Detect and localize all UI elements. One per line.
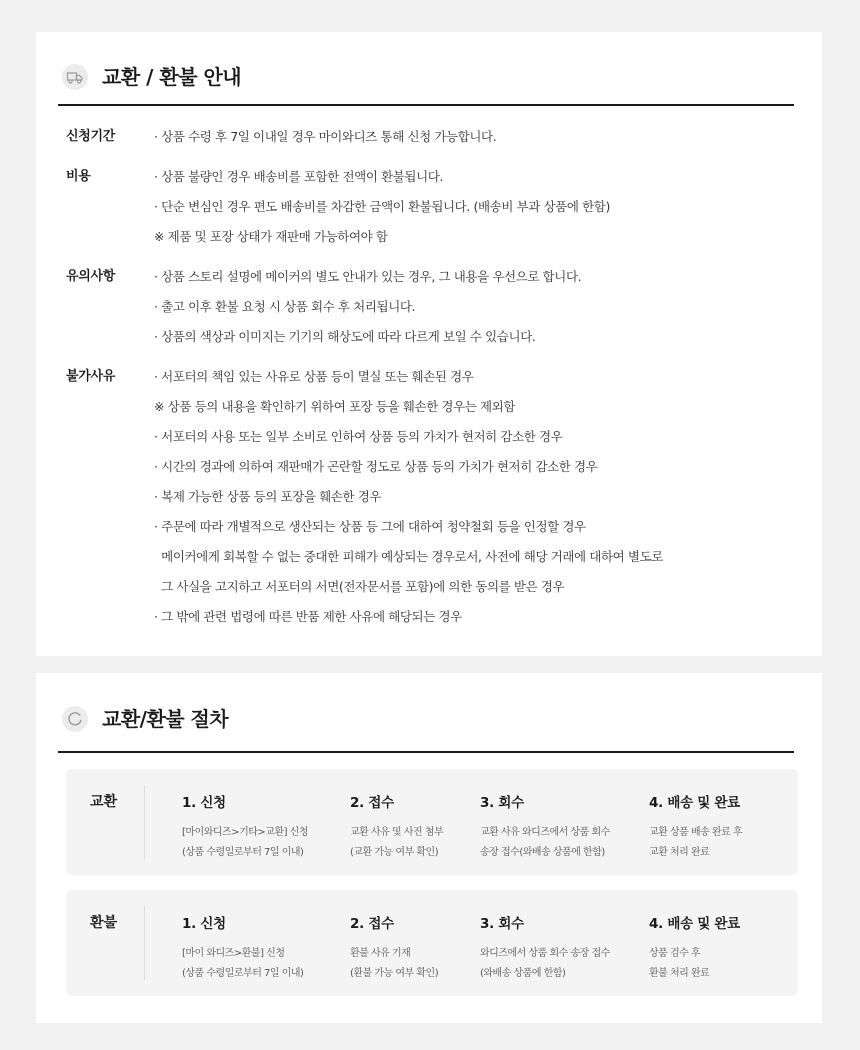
info-line: 그 사실을 고지하고 서포터의 서면(전자문서를 포함)에 의한 동의를 받은 경우 xyxy=(154,579,565,594)
info-row-cost xyxy=(66,162,796,252)
info-line: · 주문에 따라 개별적으로 생산되는 상품 등 그에 대하여 청약철회 등을 인정할 경우 xyxy=(154,519,586,534)
procedure-label: 교환 xyxy=(90,794,118,810)
divider xyxy=(144,785,145,859)
procedure-step xyxy=(480,791,610,863)
info-section-header xyxy=(58,58,794,106)
step-desc-line: 교환 처리 완료 xyxy=(649,847,710,858)
exchange-refund-procedure-card xyxy=(36,673,822,1023)
step-title: 1. 신청 xyxy=(182,916,226,932)
info-row-notes xyxy=(66,262,796,352)
info-line: ※ 제품 및 포장 상태가 재판매 가능하여야 함 xyxy=(154,229,388,244)
step-desc-line: 교환 사유 및 사진 첨부 xyxy=(350,827,444,838)
procedure-step xyxy=(182,791,308,863)
step-desc-line: 환불 처리 완료 xyxy=(649,968,710,979)
info-line: · 서포터의 책임 있는 사유로 상품 등이 멸실 또는 훼손된 경우 xyxy=(154,369,474,384)
info-line: · 시간의 경과에 의하여 재판매가 곤란할 정도로 상품 등의 가치가 현저히 감소한 경우 xyxy=(154,459,598,474)
step-title: 3. 회수 xyxy=(480,795,524,811)
step-desc-line: 와디즈에서 상품 회수 송장 접수 xyxy=(480,948,610,959)
info-line: ※ 상품 등의 내용을 확인하기 위하여 포장 등을 훼손한 경우는 제외함 xyxy=(154,399,516,414)
step-title: 3. 회수 xyxy=(480,916,524,932)
info-line: · 단순 변심인 경우 편도 배송비를 차감한 금액이 환불됩니다. (배송비 부과 상품에 한함) xyxy=(154,199,610,214)
procedure-step xyxy=(350,912,438,984)
step-desc-line: 교환 사유 와디즈에서 상품 회수 xyxy=(480,827,610,838)
info-line: · 출고 이후 환불 요청 시 상품 회수 후 처리됩니다. xyxy=(154,299,416,314)
info-row-exclusions xyxy=(66,362,796,632)
step-title: 4. 배송 및 완료 xyxy=(649,916,740,932)
step-title: 4. 배송 및 완료 xyxy=(649,795,740,811)
step-desc-line: 송장 접수(와배송 상품에 한함) xyxy=(480,847,605,858)
step-desc-line: (와배송 상품에 한함) xyxy=(480,968,566,979)
info-line: · 상품의 색상과 이미지는 기기의 해상도에 따라 다르게 보일 수 있습니다. xyxy=(154,329,536,344)
step-title: 2. 접수 xyxy=(350,916,394,932)
step-desc-line: [마이와디즈>기타>교환] 신청 xyxy=(182,827,308,838)
procedure-step xyxy=(649,912,740,984)
procedure-step xyxy=(480,912,610,984)
info-label: 불가사유 xyxy=(66,369,116,384)
procedure-label: 환불 xyxy=(90,915,118,931)
info-line: · 상품 수령 후 7일 이내일 경우 마이와디즈 통해 신청 가능합니다. xyxy=(154,129,497,144)
info-line: · 상품 스토리 설명에 메이커의 별도 안내가 있는 경우, 그 내용을 우선으로 합니다. xyxy=(154,269,582,284)
procedure-step xyxy=(649,791,742,863)
refund-procedure-box xyxy=(66,890,798,996)
step-desc-line: 교환 상품 배송 완료 후 xyxy=(649,827,743,838)
info-rows xyxy=(66,122,796,632)
step-desc-line: (환불 가능 여부 확인) xyxy=(350,968,439,979)
step-desc-line: 환불 사유 기재 xyxy=(350,948,411,959)
divider xyxy=(144,906,145,980)
step-title: 2. 접수 xyxy=(350,795,394,811)
procedure-section-header xyxy=(58,700,794,753)
exchange-refund-info-card xyxy=(36,32,822,656)
exchange-procedure-box xyxy=(66,769,798,875)
procedure-step xyxy=(182,912,303,984)
info-label: 비용 xyxy=(66,169,91,184)
info-line: · 그 밖에 관련 법령에 따른 반품 제한 사유에 해당되는 경우 xyxy=(154,609,462,624)
procedure-section-title: 교환/환불 절차 xyxy=(102,707,229,731)
procedure-step xyxy=(350,791,443,863)
info-line: · 서포터의 사용 또는 일부 소비로 인하여 상품 등의 가치가 현저히 감소한 경우 xyxy=(154,429,563,444)
info-label: 신청기간 xyxy=(66,129,116,144)
info-label: 유의사항 xyxy=(66,269,116,284)
info-line: · 상품 불량인 경우 배송비를 포함한 전액이 환불됩니다. xyxy=(154,169,444,184)
step-desc-line: 상품 검수 후 xyxy=(649,948,701,959)
info-row-period xyxy=(66,122,796,152)
truck-icon xyxy=(62,64,88,90)
refresh-icon xyxy=(62,706,88,732)
step-desc-line: (교환 가능 여부 확인) xyxy=(350,847,439,858)
step-desc-line: (상품 수령일로부터 7일 이내) xyxy=(182,847,304,858)
info-section-title: 교환 / 환불 안내 xyxy=(102,65,242,89)
info-line: · 복제 가능한 상품 등의 포장을 훼손한 경우 xyxy=(154,489,382,504)
step-desc-line: [마이 와디즈>환불] 신청 xyxy=(182,948,285,959)
step-desc-line: (상품 수령일로부터 7일 이내) xyxy=(182,968,304,979)
step-title: 1. 신청 xyxy=(182,795,226,811)
info-line: 메이커에게 회복할 수 없는 중대한 피해가 예상되는 경우로서, 사전에 해당 거래에 대하여 별도로 xyxy=(154,549,663,564)
